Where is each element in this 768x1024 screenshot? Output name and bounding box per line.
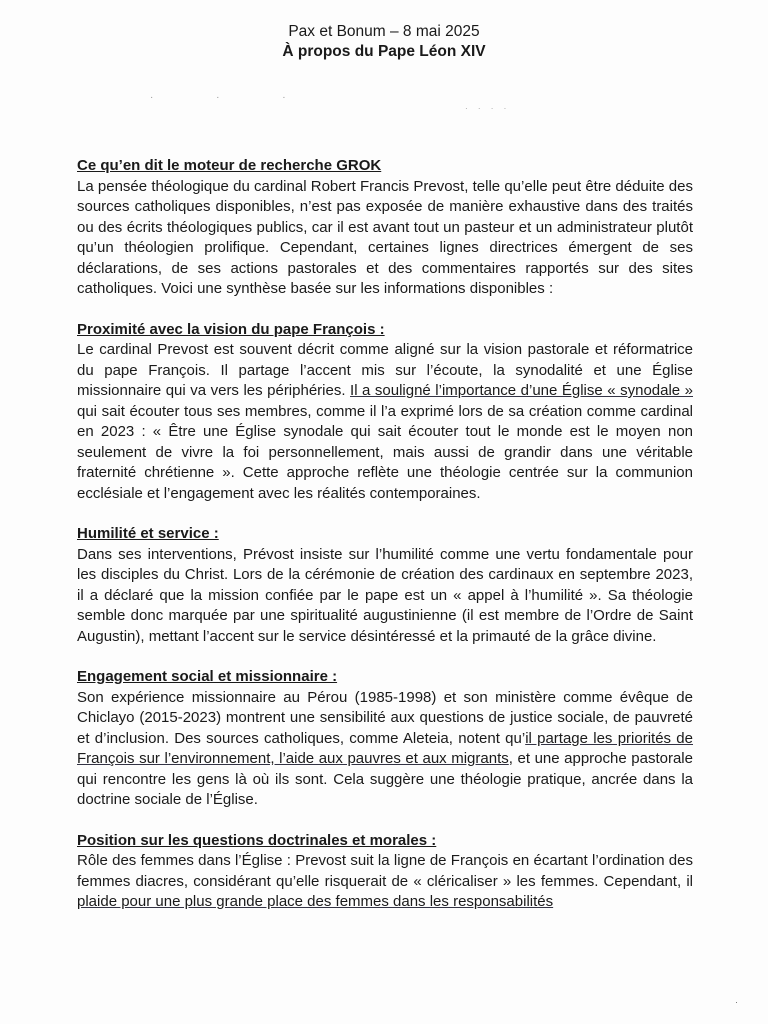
section-paragraph: [77, 688, 693, 811]
scan-artifact: · · ·: [150, 92, 316, 103]
paragraph-text: qui sait écouter tous ses membres, comme il l’a exprimé lors de sa création comme cardinal en 2023 : « Être une Église synodale qui sait écouter tout le monde est le moyen non seulement de vivre la foi personnellement, mais aussi de grandir dans une véritable fraternité chrétienne ». Cette approche reflète une théologie centrée sur la communion ecclésiale et l’engagement avec les réalités contemporaines.: [77, 402, 693, 502]
underlined-passage: plaide pour une plus grande place des femmes dans les responsabilités: [77, 893, 554, 910]
paragraph-text: Rôle des femmes dans l’Église : Prevost suit la ligne de François en écartant l’ordination des femmes diacres, considérant qu’elle risquerait de « cléricaliser » les femmes. Cependant, il: [77, 852, 693, 890]
document-header: [0, 22, 768, 62]
document-body: [77, 156, 693, 913]
section-engagement: [77, 667, 693, 811]
section-paragraph: [77, 851, 693, 913]
section-title: Position sur les questions doctrinales et morales :: [77, 831, 437, 849]
scan-artifact: · · · ·: [465, 104, 511, 113]
section-francois: [77, 320, 693, 505]
scan-artifact: ·: [735, 997, 738, 1007]
section-title: Humilité et service :: [77, 525, 219, 542]
section-paragraph: [77, 340, 693, 504]
paragraph-text: Son expérience missionnaire au Pérou (1985-1998) et son ministère comme évêque de Chiclayo (2015-2023) montrent une sensibilité aux questions de justice sociale, de pauvreté et d’inclusion. Des sources catholiques, comme Aleteia, notent qu’: [77, 688, 693, 747]
underlined-passage: il partage les priorités de François sur l’environnement, l’aide aux pauvres et aux migrants: [77, 729, 693, 767]
section-title: Engagement social et missionnaire :: [77, 668, 338, 685]
section-paragraph: Dans ses interventions, Prévost insiste sur l’humilité comme une vertu fondamentale pour les disciples du Christ. Lors de la cérémonie de création des cardinaux en septembre 2023, il a déclaré que la mission confiée par le pape est un « appel à l’humilité ». Sa théologie semble donc marquée par une spiritualité augustinienne (il est membre de l’Ordre de Saint Augustin), mettant l’accent sur le service désintéressé et la primauté de la grâce divine.: [77, 545, 693, 645]
header-date-line: Pax et Bonum – 8 mai 2025: [288, 23, 480, 40]
section-humilite: [77, 524, 693, 647]
paragraph-text: Le cardinal Prevost est souvent décrit comme aligné sur la vision pastorale et réformatrice du pape François. Il partage l’accent mis sur l’écoute, la synodalité et une Église missionnaire qui va vers les périphéries.: [77, 341, 693, 399]
section-paragraph: La pensée théologique du cardinal Robert Francis Prevost, telle qu’elle peut être déduite des sources catholiques disponibles, n’est pas exposée de manière exhaustive dans des traités ou des écrits théologiques publics, car il est avant tout un pasteur et un administrateur plutôt qu’un théologien prolifique. Cependant, certaines lignes directrices émergent de ses déclarations, de ses actions pastorales et des commentaires rapportés sur des sites catholiques. Voici une synthèse basée sur les informations disponibles :: [77, 177, 693, 297]
underlined-passage: Il a souligné l’importance d’une Église « synodale »: [350, 382, 694, 399]
section-doctrine: [77, 831, 693, 913]
section-title: Ce qu’en dit le moteur de recherche GROK: [77, 157, 382, 174]
header-title: À propos du Pape Léon XIV: [282, 43, 486, 60]
section-title: Proximité avec la vision du pape François :: [77, 320, 385, 338]
section-grok: [77, 156, 693, 300]
paragraph-text: , et une approche pastorale qui rencontre les gens là où ils sont. Cela suggère une théologie pratique, ancrée dans la doctrine sociale de l’Église.: [77, 750, 693, 808]
